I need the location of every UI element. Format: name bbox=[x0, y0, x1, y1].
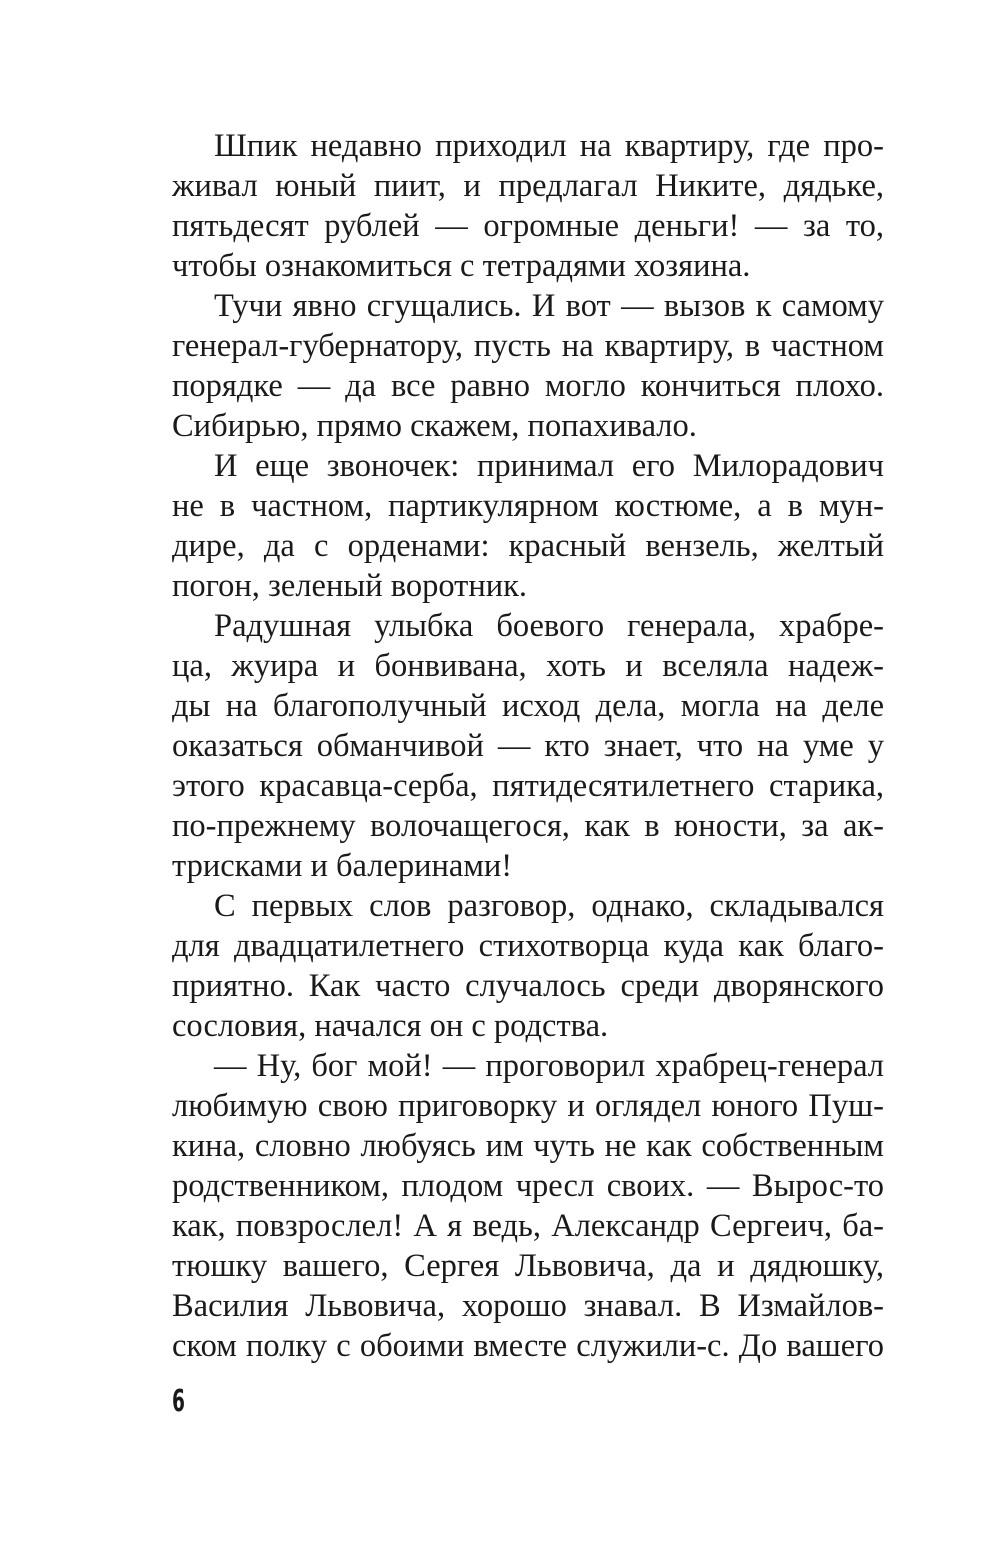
text-line: ском полку с обоими вместе служили-с. До вашего bbox=[172, 1328, 884, 1364]
page-number: 6 bbox=[172, 1384, 185, 1419]
text-line: Шпик недавно приходил на квартиру, где про- bbox=[214, 128, 884, 164]
text-line: сословия, начался он с родства. bbox=[172, 1008, 609, 1044]
text-line: погон, зеленый воротник. bbox=[172, 568, 528, 604]
page-body-text bbox=[172, 126, 884, 1366]
text-line: этого красавца-серба, пятидесятилетнего старика, bbox=[172, 768, 884, 804]
text-line: порядке — да все равно могло кончиться плохо. bbox=[172, 368, 884, 404]
text-line: любимую свою приговорку и оглядел юного Пуш- bbox=[172, 1088, 884, 1124]
text-line: Тучи явно сгущались. И вот — вызов к самому bbox=[214, 288, 884, 324]
text-line: генерал-губернатору, пусть на квартиру, в частном bbox=[172, 328, 884, 364]
text-line: ца, жуира и бонвивана, хоть и вселяла надеж- bbox=[172, 648, 884, 684]
text-line: кина, словно любуясь им чуть не как собственным bbox=[172, 1128, 884, 1164]
text-line: Радушная улыбка боевого генерала, храбре- bbox=[214, 608, 884, 644]
text-line: тюшку вашего, Сергея Львовича, да и дядюшку, bbox=[172, 1248, 884, 1284]
text-line: И еще звоночек: принимал его Милорадович bbox=[214, 448, 884, 484]
text-line: дире, да с орденами: красный вензель, желтый bbox=[172, 528, 884, 564]
text-line: оказаться обманчивой — кто знает, что на уме у bbox=[172, 728, 884, 764]
text-line: Сибирью, прямо скажем, попахивало. bbox=[172, 408, 697, 444]
text-line: живал юный пиит, и предлагал Никите, дядьке, bbox=[172, 168, 884, 204]
text-line: для двадцатилетнего стихотворца куда как благо- bbox=[172, 928, 884, 964]
text-line: — Ну, бог мой! — проговорил храбрец-генерал bbox=[214, 1048, 884, 1084]
text-line: приятно. Как часто случалось среди дворянского bbox=[172, 968, 884, 1004]
text-line: С первых слов разговор, однако, складывался bbox=[214, 888, 884, 924]
text-line: пятьдесят рублей — огромные деньги! — за то, bbox=[172, 208, 884, 244]
text-line: не в частном, партикулярном костюме, а в мун- bbox=[172, 488, 884, 524]
text-line: родственником, плодом чресл своих. — Вырос-то bbox=[172, 1168, 884, 1204]
text-line: трисками и балеринами! bbox=[172, 848, 513, 884]
text-line: как, повзрослел! А я ведь, Александр Сергеич, ба- bbox=[172, 1208, 884, 1244]
text-line: ды на благополучный исход дела, могла на деле bbox=[172, 688, 884, 724]
text-line: по-прежнему волочащегося, как в юности, за ак- bbox=[172, 808, 884, 844]
text-line: Василия Львовича, хорошо знавал. В Измайлов- bbox=[172, 1288, 884, 1324]
text-line: чтобы ознакомиться с тетрадями хозяина. bbox=[172, 248, 751, 284]
